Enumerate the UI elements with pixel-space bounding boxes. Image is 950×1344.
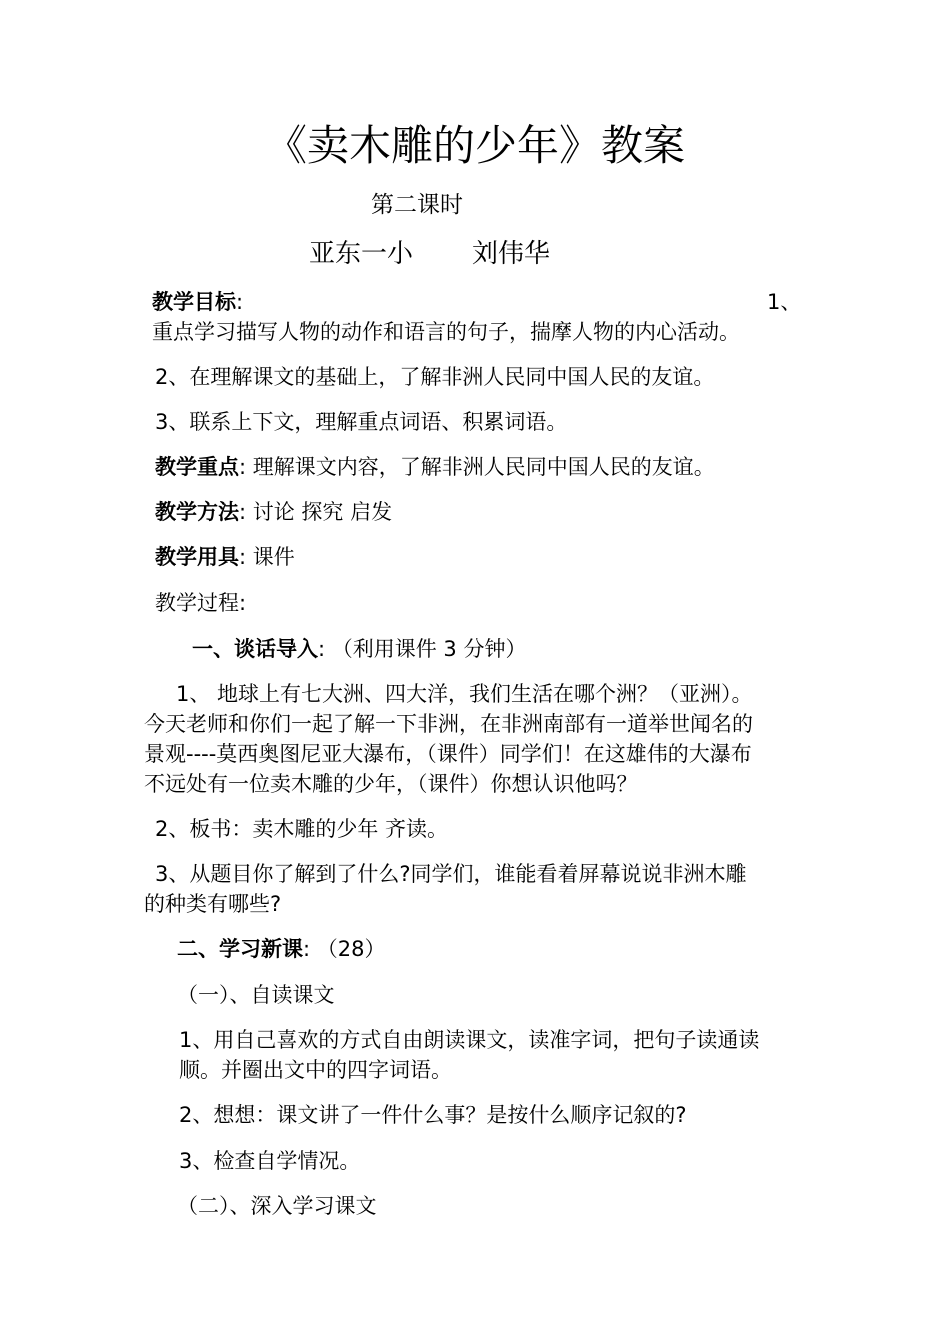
teaching-method <box>155 497 392 527</box>
subsection-1-item-1-line-2: 顺。并圈出文中的四字词语。 <box>179 1058 452 1082</box>
subsection-2-heading: （二）、深入学习课文 <box>177 1194 377 1218</box>
tools-text: : 课件 <box>239 545 295 569</box>
section-1-text: : （利用课件 3 分钟） <box>318 637 527 661</box>
section-1-heading <box>192 634 526 664</box>
subsection-1-heading: （一）、自读课文 <box>177 983 335 1007</box>
objectives-label: 教学目标 <box>152 290 236 314</box>
section-1-para-3-line-2: 的种类有哪些? <box>144 892 282 916</box>
objective-3: 3、联系上下文，理解重点词语、积累词语。 <box>155 410 568 434</box>
process-label: 教学过程: <box>155 591 247 615</box>
method-text: : 讨论 探究 启发 <box>239 500 393 524</box>
subsection-1-item-3: 3、检查自学情况。 <box>179 1149 361 1173</box>
subsection-1-item-2: 2、想想：课文讲了一件什么事？是按什么顺序记叙的? <box>179 1103 687 1127</box>
section-2-label: 二、学习新课 <box>177 937 303 961</box>
section-2-text: : （28） <box>303 937 386 961</box>
objective-2: 2、在理解课文的基础上，了解非洲人民同中国人民的友谊。 <box>155 365 715 389</box>
section-1-para-3-line-1: 3、从题目你了解到了什么?同学们，谁能看着屏幕说说非洲木雕 <box>155 862 747 886</box>
section-1-para-2: 2、板书：卖木雕的少年 齐读。 <box>155 817 449 841</box>
objective-1-text: 重点学习描写人物的动作和语言的句子，揣摩人物的内心活动。 <box>152 320 740 344</box>
section-2-heading <box>177 934 385 964</box>
document-title: 《卖木雕的少年》教案 <box>264 121 685 170</box>
teaching-tools <box>155 542 295 572</box>
section-1-para-1-line-2: 今天老师和你们一起了解一下非洲，在非洲南部有一道举世闻名的 <box>144 712 753 736</box>
section-1-para-1-line-3: 景观----莫西奥图尼亚大瀑布，（课件）同学们！在这雄伟的大瀑布 <box>144 742 752 766</box>
tools-label: 教学用具 <box>155 545 239 569</box>
key-point-text: : 理解课文内容，了解非洲人民同中国人民的友谊。 <box>239 455 715 479</box>
objectives-heading <box>152 287 243 317</box>
key-point-label: 教学重点 <box>155 455 239 479</box>
section-1-label: 一、谈话导入 <box>192 637 318 661</box>
method-label: 教学方法 <box>155 500 239 524</box>
author-name: 刘伟华 <box>472 239 551 269</box>
objectives-colon: : <box>236 290 244 314</box>
objective-1-number: 1、 <box>767 290 802 314</box>
section-1-para-1-line-4: 不远处有一位卖木雕的少年，（课件）你想认识他吗？ <box>144 772 638 796</box>
lesson-period: 第二课时 <box>371 192 463 218</box>
subsection-1-item-1-line-1: 1、用自己喜欢的方式自由朗读课文，读准字词，把句子读通读 <box>179 1028 760 1052</box>
section-1-para-1-line-1: 1、 地球上有七大洲、四大洋，我们生活在哪个洲？（亚洲）。 <box>176 682 753 706</box>
key-point <box>155 452 715 482</box>
school-name: 亚东一小 <box>309 239 414 269</box>
